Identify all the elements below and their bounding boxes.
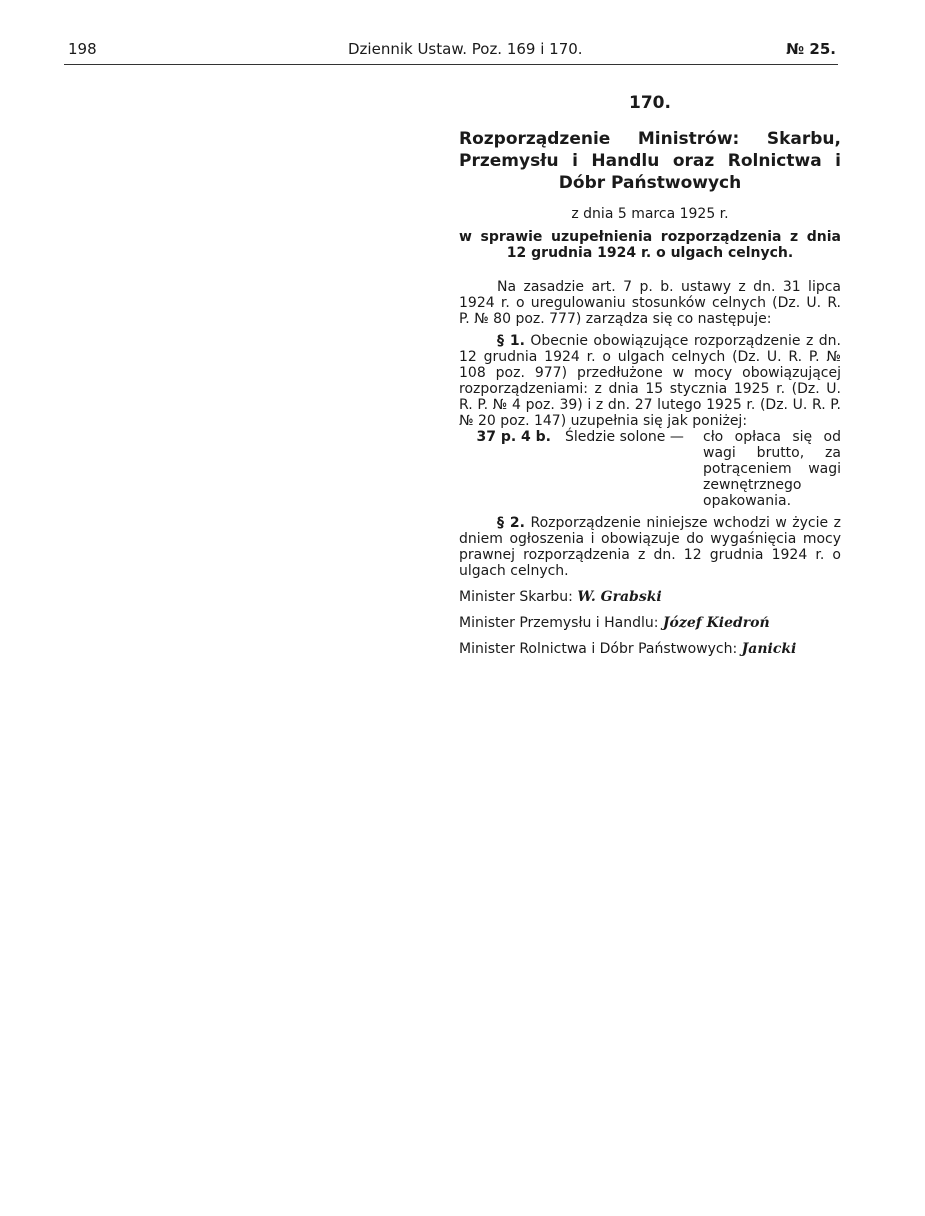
section-2-text: Rozporządzenie niniejsze wchodzi w życie z dniem ogłoszenia i obowiązuje do wygaśnięcia mocy prawnej rozporządzenia z dn. 12 grudnia 1924 r. o ulgach celnych. <box>459 515 841 579</box>
journal-title: Dziennik Ustaw. Poz. 169 i 170. <box>348 40 583 58</box>
signature-1 <box>459 589 841 605</box>
header-rule <box>64 64 838 65</box>
tariff-item: Śledzie solone — <box>565 429 684 445</box>
signature-name: W. Grabski <box>577 589 662 605</box>
section-1-text: Obecnie obowiązujące rozporządzenie z dn. 12 grudnia 1924 r. o ulgach celnych (Dz. U. R. P. № 108 poz. 977) przedłużone w mocy obowiązującej rozporządzeniami: z dnia 15 stycznia 1925 r. (Dz. U. R. P. № 4 poz. 39) i z dn. 27 lutego 1925 r. (Dz. U. R. P. № 20 poz. 147) uzupełnia się jak poniżej: <box>459 333 841 429</box>
section-1 <box>459 333 841 429</box>
page-number: 198 <box>68 40 97 58</box>
document-column <box>459 92 841 657</box>
section-2-label: § 2. <box>497 515 525 531</box>
signature-name: Janicki <box>741 641 797 657</box>
document-title: Rozporządzenie Ministrów: Skarbu, Przemysłu i Handlu oraz Rolnictwa i Dóbr Państwowych <box>459 129 841 193</box>
document-subject: w sprawie uzupełnienia rozporządzenia z dnia 12 grudnia 1924 r. o ulgach celnych. <box>459 229 841 261</box>
signature-name: Józef Kiedroń <box>662 615 770 631</box>
tariff-position: 37 p. 4 b. <box>476 429 551 445</box>
document-date: z dnia 5 marca 1925 r. <box>571 206 729 222</box>
tariff-duty: cło opłaca się od wagi brutto, za potrąceniem wagi zewnętrznego opakowania. <box>703 429 841 509</box>
section-1-label: § 1. <box>497 333 525 349</box>
signature-role: Minister Skarbu: <box>459 589 573 605</box>
issue-number: № 25. <box>786 40 836 58</box>
signature-2 <box>459 615 841 631</box>
document-number: 170. <box>629 93 671 113</box>
page-header <box>60 40 838 60</box>
signature-3 <box>459 641 841 657</box>
tariff-entry <box>459 429 841 509</box>
signature-role: Minister Przemysłu i Handlu: <box>459 615 659 631</box>
section-2 <box>459 515 841 579</box>
preamble: Na zasadzie art. 7 p. b. ustawy z dn. 31 lipca 1924 r. o uregulowaniu stosunków celnych (Dz. U. R. P. № 80 poz. 777) zarządza się co następuje: <box>459 279 841 327</box>
signature-role: Minister Rolnictwa i Dóbr Państwowych: <box>459 641 738 657</box>
